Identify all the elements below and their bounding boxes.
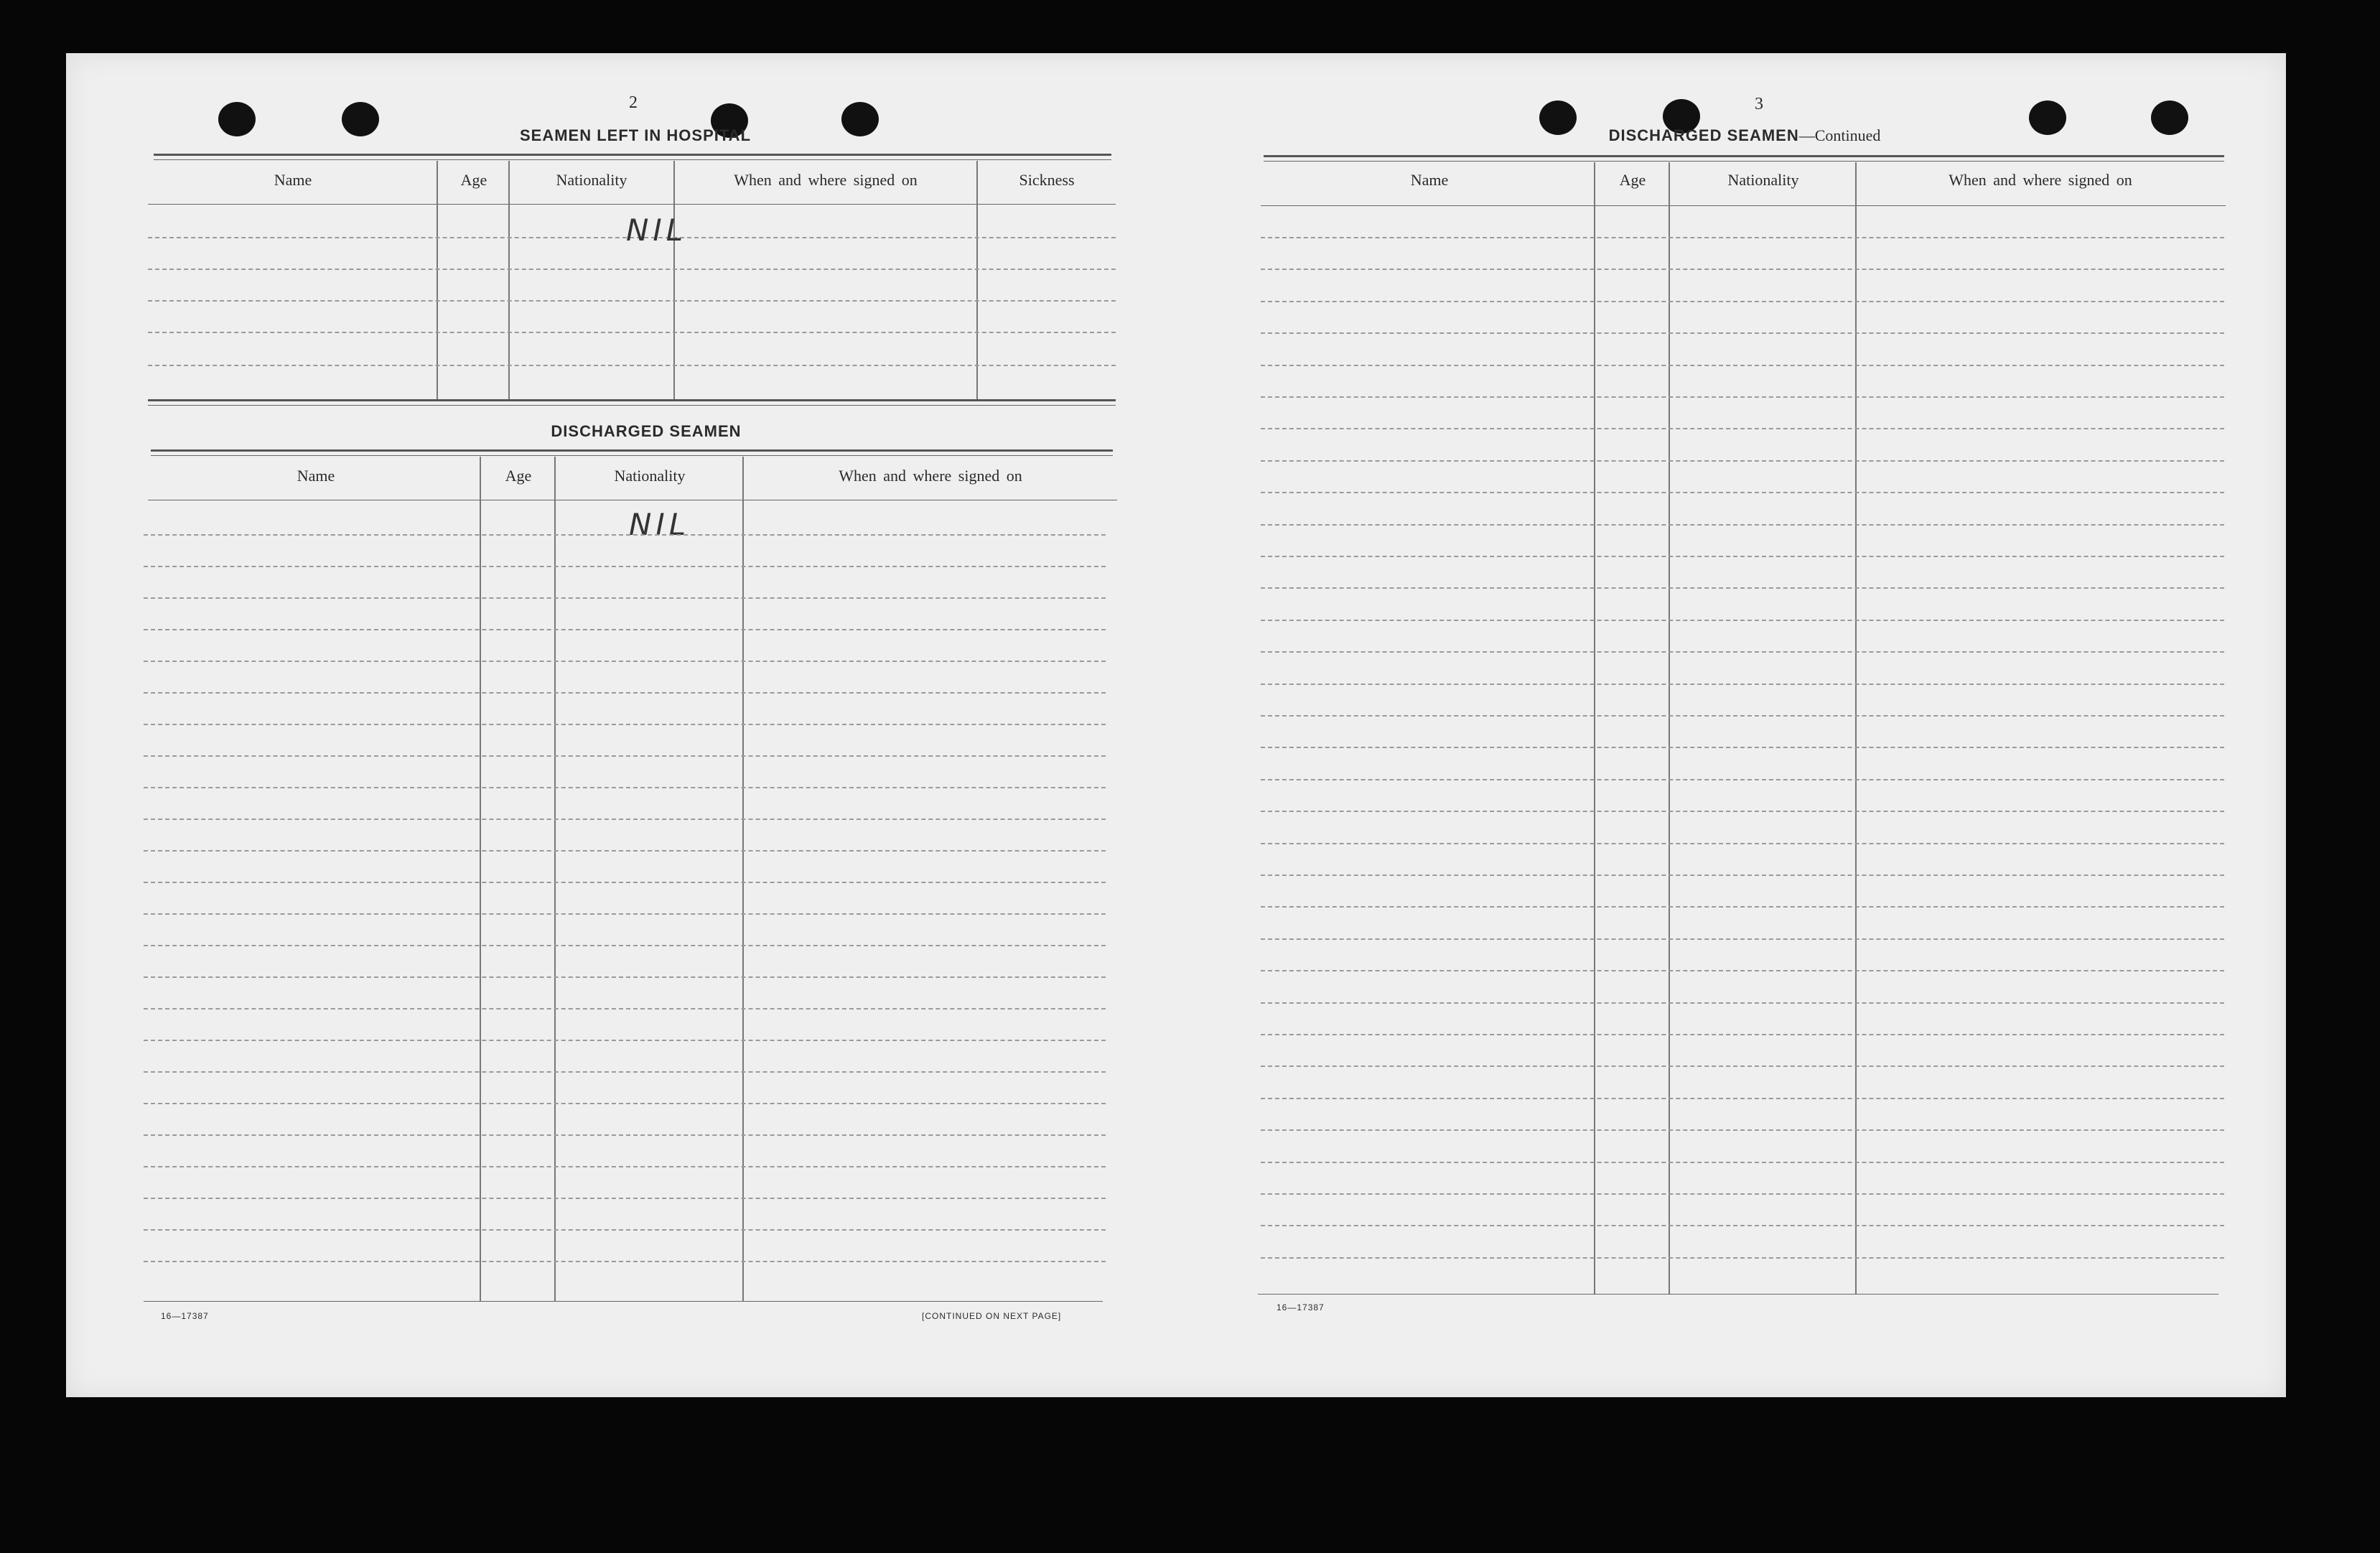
hospital-nil-entry: NIL — [626, 213, 688, 248]
ruled-row-line — [1261, 492, 2224, 493]
ruled-row-line — [1261, 428, 2224, 429]
ruled-row-line — [1261, 332, 2224, 334]
ruled-row-line — [1261, 875, 2224, 876]
ruled-row-line — [144, 1103, 1106, 1104]
ruled-row-line — [1261, 556, 2224, 557]
ruled-row-line — [1261, 269, 2224, 270]
ruled-row-line — [144, 534, 1106, 536]
hospital-section-title: SEAMEN LEFT IN HOSPITAL — [519, 126, 752, 144]
ruled-row-line — [1261, 587, 2224, 589]
ruled-row-line — [1261, 938, 2224, 940]
hospital-col-sickness: Sickness — [1019, 171, 1075, 189]
hospital-col-signed-on: When and where signed on — [734, 171, 918, 189]
ruled-row-line — [1261, 365, 2224, 366]
right-top-rule — [1264, 155, 2224, 157]
ruled-row-line — [144, 976, 1106, 978]
ruled-row-line — [1261, 620, 2224, 621]
ruled-row-line — [1261, 1002, 2224, 1004]
punch-hole — [218, 102, 256, 136]
ruled-row-line — [144, 945, 1106, 946]
punch-hole — [1539, 101, 1577, 135]
ruled-row-line — [144, 787, 1106, 788]
ruled-row-line — [144, 882, 1106, 883]
right-col-signed-on: When and where signed on — [1949, 171, 2132, 189]
ruled-row-line — [1261, 779, 2224, 780]
ruled-row-line — [1261, 1193, 2224, 1195]
ruled-row-line — [144, 1071, 1106, 1073]
ruled-row-line — [144, 692, 1106, 694]
right-section-title — [1579, 126, 1910, 145]
right-title-main: DISCHARGED SEAMEN — [1608, 126, 1799, 144]
ruled-row-line — [144, 1040, 1106, 1041]
ruled-row-line — [1261, 301, 2224, 302]
ruled-row-line — [1261, 651, 2224, 653]
hospital-col-nationality: Nationality — [556, 171, 627, 189]
discharged-nil-entry: NIL — [629, 507, 691, 542]
ruled-row-line — [144, 629, 1106, 630]
ruled-row-line — [1261, 1257, 2224, 1259]
discharged-col-signed-on: When and where signed on — [839, 467, 1022, 485]
ruled-row-line — [144, 1261, 1106, 1262]
ruled-row-line — [1261, 1225, 2224, 1226]
punch-hole — [342, 102, 379, 136]
ruled-row-line — [144, 819, 1106, 820]
ruled-row-line — [144, 1166, 1106, 1167]
right-col-age: Age — [1619, 171, 1646, 189]
right-col-name: Name — [1410, 171, 1449, 189]
punch-hole — [841, 102, 879, 136]
ruled-row-line — [1261, 1065, 2224, 1067]
right-form-number: 16—17387 — [1277, 1302, 1325, 1312]
discharged-col-name: Name — [297, 467, 335, 485]
left-page-number: 2 — [629, 93, 638, 112]
right-title-suffix: —Continued — [1798, 126, 1881, 144]
ruled-row-line — [1261, 1098, 2224, 1099]
ruled-row-line — [1261, 843, 2224, 844]
ruled-row-line — [1261, 460, 2224, 462]
ruled-row-line — [144, 724, 1106, 725]
ruled-row-line — [1261, 811, 2224, 812]
ruled-row-line — [144, 566, 1106, 567]
ruled-row-line — [1261, 237, 2224, 238]
ruled-row-line — [144, 850, 1106, 852]
discharged-col-age: Age — [505, 467, 532, 485]
discharged-col-nationality: Nationality — [614, 467, 686, 485]
ruled-row-line — [144, 1229, 1106, 1231]
hospital-col-name: Name — [274, 171, 312, 189]
ruled-row-line — [1261, 1162, 2224, 1163]
ruled-row-line — [144, 755, 1106, 757]
continued-note: [CONTINUED ON NEXT PAGE] — [922, 1311, 1062, 1321]
ruled-row-line — [1261, 906, 2224, 908]
ruled-row-line — [1261, 970, 2224, 971]
right-col-nationality: Nationality — [1727, 171, 1799, 189]
punch-hole — [2151, 101, 2188, 135]
ruled-row-line — [1261, 396, 2224, 398]
discharged-section-title: DISCHARGED SEAMEN — [551, 422, 742, 440]
ruled-row-line — [144, 661, 1106, 662]
ruled-row-line — [1261, 1034, 2224, 1035]
ruled-row-line — [1261, 1129, 2224, 1131]
ruled-row-line — [144, 1198, 1106, 1199]
ruled-row-line — [1261, 524, 2224, 526]
ruled-row-line — [144, 913, 1106, 915]
ruled-row-line — [144, 1008, 1106, 1009]
ruled-row-line — [144, 597, 1106, 599]
ruled-row-line — [1261, 747, 2224, 748]
hospital-top-rule — [154, 154, 1111, 156]
left-form-number: 16—17387 — [161, 1311, 209, 1321]
hospital-col-age: Age — [460, 171, 487, 189]
right-page-number: 3 — [1755, 95, 1763, 113]
ruled-row-line — [1261, 684, 2224, 685]
ruled-row-line — [144, 1134, 1106, 1136]
ruled-row-line — [1261, 715, 2224, 717]
ledger-sheet — [66, 53, 2286, 1397]
punch-hole — [2029, 101, 2066, 135]
discharged-top-rule — [151, 449, 1113, 452]
